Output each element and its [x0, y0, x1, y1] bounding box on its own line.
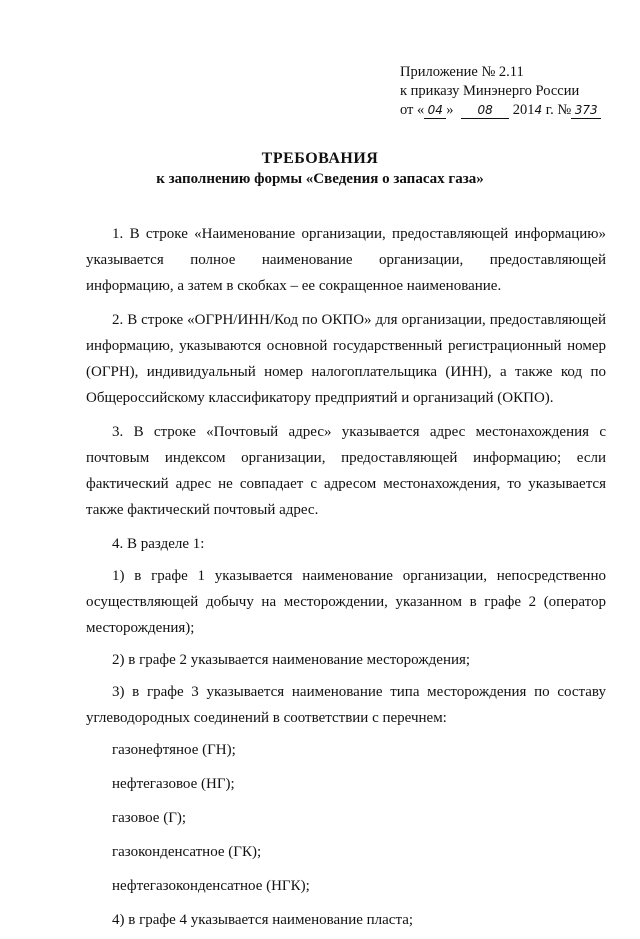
paragraph-2: 2. В строке «ОГРН/ИНН/Код по ОКПО» для организации, предоставляющей информацию, указываются основной государственный регистрационный номер (ОГРН), индивидуальный номер налогоплательщика (ИНН), а также код по Общероссийскому классификатору предприятий и организаций (ОКПО).	[86, 312, 606, 406]
paragraph-4-1: 1) в графе 1 указывается наименование организации, непосредственно осуществляющей добычу на месторождении, указанном в графе 2 (оператор месторождения);	[86, 568, 606, 636]
paragraph-4-4: 4) в графе 4 указывается наименование пласта;	[112, 912, 414, 928]
document-title-block	[0, 150, 640, 188]
handwritten-order-number: 373	[571, 103, 601, 119]
list-item: нефтегазовое (НГ);	[112, 776, 235, 792]
year-prefix: 201	[512, 102, 535, 118]
handwritten-year-digit: 4	[534, 103, 543, 117]
order-reference: к приказу Минэнерго России	[400, 83, 580, 99]
list-item: газовое (Г);	[112, 810, 187, 826]
list-item: газонефтяное (ГН);	[112, 742, 236, 758]
handwritten-day: 04	[424, 103, 446, 119]
document-subtitle: к заполнению формы «Сведения о запасах газа»	[156, 171, 484, 187]
paragraph-4: 4. В разделе 1:	[112, 536, 205, 552]
date-prefix: от «	[400, 102, 425, 118]
document-body	[86, 221, 606, 939]
paragraph-1: 1. В строке «Наименование организации, предоставляющей информацию» указывается полное наименование организации, предоставляющей информацию, а затем в скобках – ее сокращенное наименование.	[86, 226, 606, 294]
paragraph-4-2: 2) в графе 2 указывается наименование месторождения;	[112, 652, 471, 668]
appendix-header	[400, 63, 600, 120]
appendix-number: Приложение № 2.11	[400, 64, 524, 80]
date-quote-close: »	[446, 102, 454, 118]
list-item: газоконденсатное (ГК);	[112, 844, 262, 860]
paragraph-3: 3. В строке «Почтовый адрес» указывается адрес местонахождения с почтовым индексом организации, предоставляющей информацию; если фактический адрес не совпадает с адресом местонахождения, то указывается также фактический почтовый адрес.	[86, 424, 606, 518]
order-date-line	[400, 101, 600, 120]
order-number-label: г. №	[542, 102, 572, 118]
list-item: нефтегазоконденсатное (НГК);	[112, 878, 310, 894]
document-title: ТРЕБОВАНИЯ	[261, 150, 379, 167]
paragraph-4-3: 3) в графе 3 указывается наименование типа месторождения по составу углеводородных соединений в соответствии с перечнем:	[86, 684, 606, 726]
handwritten-month: 08	[461, 103, 509, 119]
